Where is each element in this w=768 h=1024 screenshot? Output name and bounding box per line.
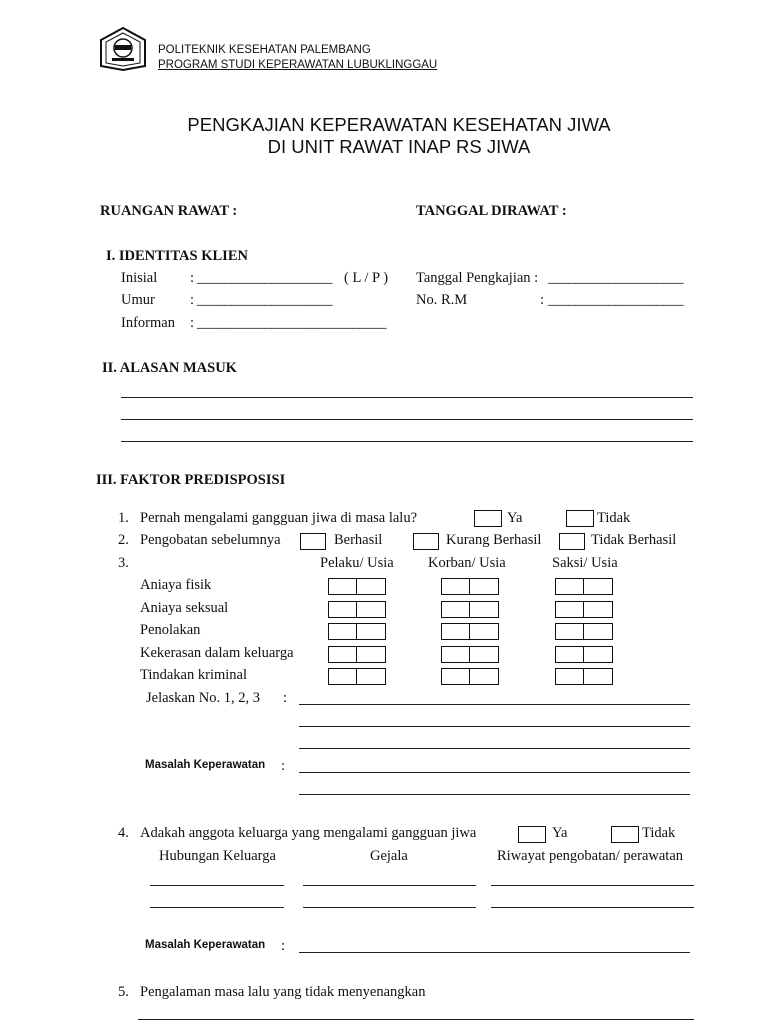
jelaskan-colon: : bbox=[283, 690, 288, 706]
alasan-line-2[interactable] bbox=[121, 419, 693, 420]
riwayat-line-1[interactable] bbox=[491, 885, 694, 886]
riwayat-header: Riwayat pengobatan/ perawatan bbox=[497, 848, 684, 864]
jelaskan-label: Jelaskan No. 1, 2, 3 bbox=[146, 690, 260, 706]
section-predisposisi-heading: III. FAKTOR PREDISPOSISI bbox=[96, 472, 286, 488]
q2-kurang-berhasil-checkbox[interactable] bbox=[413, 533, 439, 550]
masalah-keperawatan-label-1: Masalah Keperawatan bbox=[145, 759, 266, 771]
col-pelaku-header: Pelaku/ Usia bbox=[320, 555, 394, 571]
q5-number: 5. bbox=[118, 984, 129, 1000]
q2-number: 2. bbox=[118, 532, 129, 548]
pelaku-aniaya-fisik[interactable] bbox=[328, 578, 386, 595]
q1-tidak-label: Tidak bbox=[597, 510, 631, 526]
jelaskan-line-2[interactable] bbox=[299, 726, 690, 727]
inisial-colon: : bbox=[190, 270, 195, 286]
q2-berhasil-label: Berhasil bbox=[334, 532, 383, 548]
gejala-line-1[interactable] bbox=[303, 885, 476, 886]
tanggal-pengkajian-label: Tanggal Pengkajian : bbox=[416, 270, 539, 286]
umur-label: Umur bbox=[121, 292, 155, 308]
alasan-line-1[interactable] bbox=[121, 397, 693, 398]
row-label-aniaya-seksual: Aniaya seksual bbox=[140, 600, 229, 616]
korban-tindakan-kriminal[interactable] bbox=[441, 668, 499, 685]
saksi-aniaya-seksual[interactable] bbox=[555, 601, 613, 618]
lp-label: ( L / P ) bbox=[344, 270, 389, 286]
q3-number: 3. bbox=[118, 555, 129, 571]
hubungan-line-2[interactable] bbox=[150, 907, 284, 908]
umur-field[interactable]: ____________________ bbox=[197, 292, 332, 308]
inisial-field[interactable]: ____________________ bbox=[197, 270, 332, 286]
korban-aniaya-seksual[interactable] bbox=[441, 601, 499, 618]
masalah-line-2[interactable] bbox=[299, 952, 690, 953]
gejala-line-2[interactable] bbox=[303, 907, 476, 908]
page-subtitle: DI UNIT RAWAT INAP RS JIWA bbox=[267, 136, 531, 157]
q2-tidak-berhasil-checkbox[interactable] bbox=[559, 533, 585, 550]
tanggal-pengkajian-field[interactable]: ____________________ bbox=[548, 270, 683, 286]
program-name: PROGRAM STUDI KEPERAWATAN LUBUKLINGGAU bbox=[158, 59, 438, 71]
umur-colon: : bbox=[190, 292, 195, 308]
q5-line-1[interactable] bbox=[138, 1019, 694, 1020]
jelaskan-line-1[interactable] bbox=[299, 704, 690, 705]
q1-number: 1. bbox=[118, 510, 129, 526]
q1-tidak-checkbox[interactable] bbox=[566, 510, 594, 527]
q4-ya-checkbox[interactable] bbox=[518, 826, 546, 843]
alasan-line-3[interactable] bbox=[121, 441, 693, 442]
pelaku-aniaya-seksual[interactable] bbox=[328, 601, 386, 618]
q2-tidak-berhasil-label: Tidak Berhasil bbox=[591, 532, 677, 548]
q4-number: 4. bbox=[118, 825, 129, 841]
row-label-penolakan: Penolakan bbox=[140, 622, 201, 638]
pelaku-penolakan[interactable] bbox=[328, 623, 386, 640]
q1-text: Pernah mengalami gangguan jiwa di masa lalu? bbox=[140, 510, 418, 526]
section-alasan-heading: II. ALASAN MASUK bbox=[102, 360, 237, 376]
row-label-kekerasan-keluarga: Kekerasan dalam keluarga bbox=[140, 645, 294, 661]
row-label-aniaya-fisik: Aniaya fisik bbox=[140, 577, 212, 593]
hubungan-line-1[interactable] bbox=[150, 885, 284, 886]
gejala-header: Gejala bbox=[370, 848, 408, 864]
korban-kekerasan-keluarga[interactable] bbox=[441, 646, 499, 663]
masalah-colon-2: : bbox=[281, 938, 286, 954]
row-label-tindakan-kriminal: Tindakan kriminal bbox=[140, 667, 248, 683]
saksi-tindakan-kriminal[interactable] bbox=[555, 668, 613, 685]
masalah-line-1a[interactable] bbox=[299, 772, 690, 773]
q2-text: Pengobatan sebelumnya bbox=[140, 532, 281, 548]
institution-name: POLITEKNIK KESEHATAN PALEMBANG bbox=[158, 44, 371, 56]
ruangan-rawat-label: RUANGAN RAWAT : bbox=[100, 203, 238, 219]
q1-ya-label: Ya bbox=[507, 510, 523, 526]
page-title: PENGKAJIAN KEPERAWATAN KESEHATAN JIWA bbox=[187, 114, 611, 135]
informan-field[interactable]: ____________________________ bbox=[197, 315, 386, 331]
informan-label: Informan bbox=[121, 315, 175, 331]
q5-text: Pengalaman masa lalu yang tidak menyenangkan bbox=[140, 984, 426, 1000]
pelaku-tindakan-kriminal[interactable] bbox=[328, 668, 386, 685]
institution-logo bbox=[98, 26, 148, 72]
q4-ya-label: Ya bbox=[552, 825, 568, 841]
korban-aniaya-fisik[interactable] bbox=[441, 578, 499, 595]
riwayat-line-2[interactable] bbox=[491, 907, 694, 908]
informan-colon: : bbox=[190, 315, 195, 331]
col-korban-header: Korban/ Usia bbox=[428, 555, 506, 571]
saksi-aniaya-fisik[interactable] bbox=[555, 578, 613, 595]
col-saksi-header: Saksi/ Usia bbox=[552, 555, 618, 571]
korban-penolakan[interactable] bbox=[441, 623, 499, 640]
masalah-keperawatan-label-2: Masalah Keperawatan bbox=[145, 939, 266, 951]
no-rm-field[interactable]: ____________________ bbox=[548, 292, 683, 308]
no-rm-colon: : bbox=[540, 292, 545, 308]
inisial-label: Inisial bbox=[121, 270, 158, 286]
no-rm-label: No. R.M bbox=[416, 292, 468, 308]
q1-ya-checkbox[interactable] bbox=[474, 510, 502, 527]
hubungan-keluarga-header: Hubungan Keluarga bbox=[159, 848, 276, 864]
masalah-line-1b[interactable] bbox=[299, 794, 690, 795]
jelaskan-line-3[interactable] bbox=[299, 748, 690, 749]
masalah-colon-1: : bbox=[281, 758, 286, 774]
q2-kurang-berhasil-label: Kurang Berhasil bbox=[446, 532, 542, 548]
q2-berhasil-checkbox[interactable] bbox=[300, 533, 326, 550]
tanggal-dirawat-label: TANGGAL DIRAWAT : bbox=[416, 203, 567, 219]
q4-text: Adakah anggota keluarga yang mengalami gangguan jiwa bbox=[140, 825, 477, 841]
saksi-penolakan[interactable] bbox=[555, 623, 613, 640]
q4-tidak-label: Tidak bbox=[642, 825, 676, 841]
section-identitas-heading: I. IDENTITAS KLIEN bbox=[106, 248, 248, 264]
saksi-kekerasan-keluarga[interactable] bbox=[555, 646, 613, 663]
q4-tidak-checkbox[interactable] bbox=[611, 826, 639, 843]
pelaku-kekerasan-keluarga[interactable] bbox=[328, 646, 386, 663]
